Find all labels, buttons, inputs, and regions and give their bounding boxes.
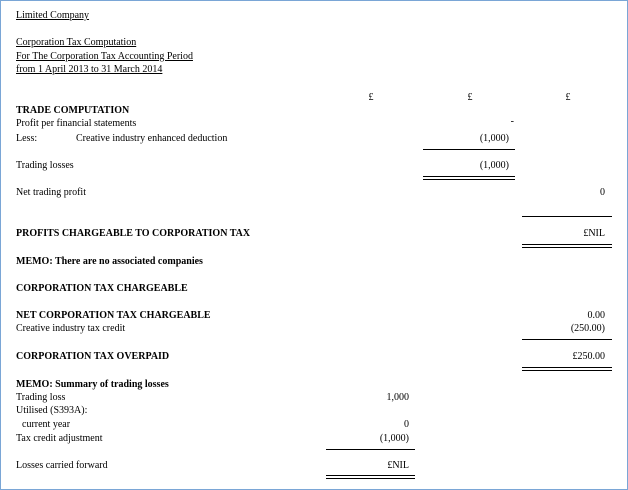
period-dates: from 1 April 2013 to 31 March 2014 bbox=[16, 64, 163, 75]
trading-losses-label: Trading losses bbox=[16, 160, 74, 171]
utilised-label: Utilised (S393A): bbox=[16, 405, 88, 416]
current-year-value: 0 bbox=[404, 419, 409, 430]
overpaid-double-rule-top bbox=[522, 367, 612, 368]
column-header-1: £ bbox=[368, 92, 374, 103]
tax-credit-label: Creative industry tax credit bbox=[16, 323, 126, 334]
trading-loss-label: Trading loss bbox=[16, 392, 66, 403]
profits-chargeable-value: £NIL bbox=[583, 228, 605, 239]
memo-trading-losses-heading: MEMO: Summary of trading losses bbox=[16, 379, 169, 390]
profits-chargeable-label: PROFITS CHARGEABLE TO CORPORATION TAX bbox=[16, 228, 251, 239]
profits-double-rule-bottom bbox=[522, 247, 612, 248]
losses-carried-forward-label: Losses carried forward bbox=[16, 460, 108, 471]
less-label: Less: bbox=[16, 133, 38, 144]
tax-credit-value: (250.00) bbox=[570, 323, 605, 334]
net-trading-profit-label: Net trading profit bbox=[16, 187, 86, 198]
net-trading-profit-value: 0 bbox=[600, 187, 605, 198]
overpaid-double-rule-bottom bbox=[522, 370, 612, 371]
ct-overpaid-value: £250.00 bbox=[572, 351, 605, 362]
ct-overpaid-label: CORPORATION TAX OVERPAID bbox=[16, 351, 170, 362]
computation-title: Corporation Tax Computation bbox=[16, 37, 137, 48]
trading-loss-value: 1,000 bbox=[386, 392, 409, 403]
enhanced-deduction-label: Creative industry enhanced deduction bbox=[76, 133, 228, 144]
net-profit-rule bbox=[522, 216, 612, 217]
tax-credit-adjustment-label: Tax credit adjustment bbox=[16, 433, 103, 444]
profit-per-statements-label: Profit per financial statements bbox=[16, 118, 137, 129]
memo-associated-companies: MEMO: There are no associated companies bbox=[16, 256, 203, 267]
net-ct-chargeable-label: NET CORPORATION TAX CHARGEABLE bbox=[16, 310, 211, 321]
trade-computation-heading: TRADE COMPUTATION bbox=[16, 105, 130, 116]
accounting-period-title: For The Corporation Tax Accounting Period bbox=[16, 51, 193, 62]
column-header-2: £ bbox=[467, 92, 473, 103]
net-ct-rule bbox=[522, 339, 612, 340]
column-header-3: £ bbox=[565, 92, 571, 103]
profit-per-statements-value: - bbox=[510, 116, 514, 127]
subtotal-rule bbox=[423, 149, 515, 150]
current-year-label: current year bbox=[22, 419, 71, 430]
losses-rule bbox=[326, 449, 415, 450]
double-rule-bottom bbox=[423, 179, 515, 180]
double-rule-top bbox=[423, 176, 515, 177]
enhanced-deduction-value: (1,000) bbox=[479, 133, 509, 144]
trading-losses-value: (1,000) bbox=[479, 160, 509, 171]
losses-double-rule-bottom bbox=[326, 478, 415, 479]
tax-credit-adjustment-value: (1,000) bbox=[379, 433, 409, 444]
losses-carried-forward-value: £NIL bbox=[387, 460, 409, 471]
profits-double-rule-top bbox=[522, 244, 612, 245]
company-name: Limited Company bbox=[16, 10, 90, 21]
ct-chargeable-heading: CORPORATION TAX CHARGEABLE bbox=[16, 283, 188, 294]
losses-double-rule-top bbox=[326, 475, 415, 476]
net-ct-chargeable-value: 0.00 bbox=[587, 310, 605, 321]
